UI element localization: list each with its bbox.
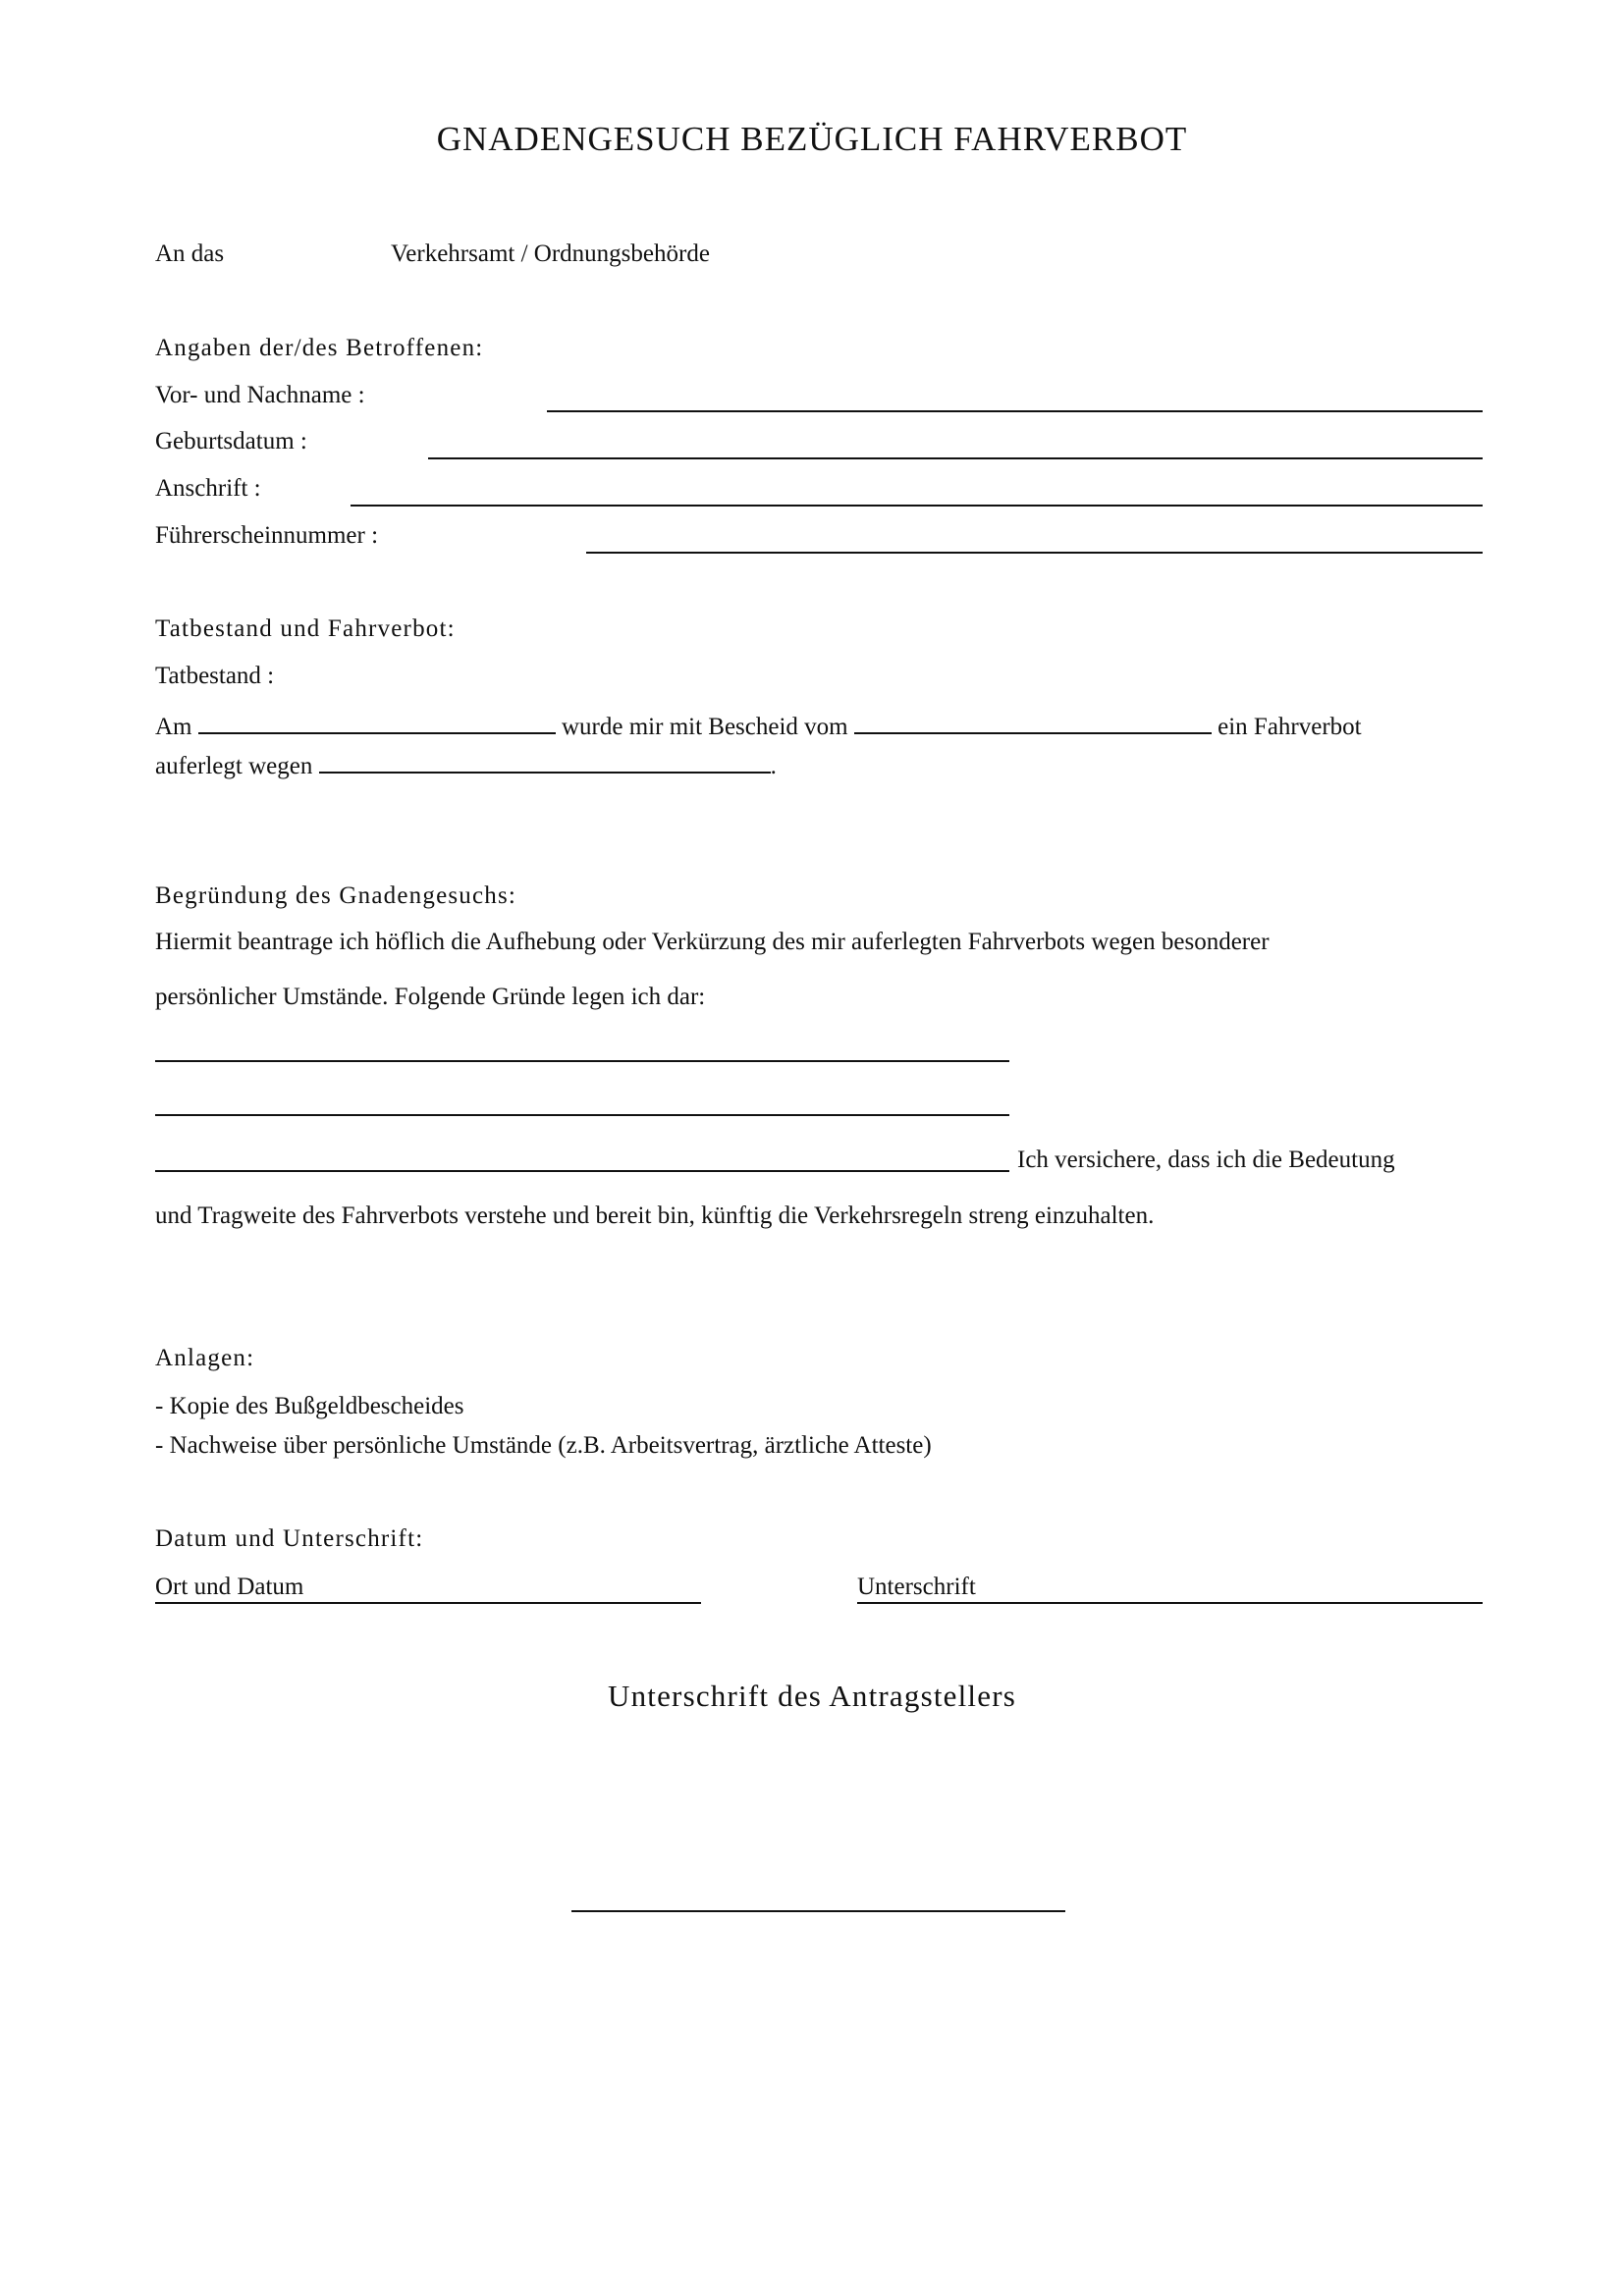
place-date-label: Ort und Datum [155,1574,304,1600]
license-label: Führerscheinnummer : [155,522,379,549]
reasoning-heading: Begründung des Gnadengesuchs: [155,882,517,909]
recipient-label: An das [155,240,225,267]
offense-line-2 [155,748,777,781]
reason-line-1[interactable] [155,1060,1009,1062]
reason-blank[interactable] [319,748,771,774]
attachment-item: - Kopie des Bußgeldbescheides [155,1393,464,1419]
license-field-line[interactable] [586,552,1483,554]
birthdate-field-line[interactable] [428,457,1483,459]
address-label: Anschrift : [155,475,261,502]
offense-line-1 [155,709,1362,742]
offense-line2-prefix: auferlegt wegen [155,753,319,779]
offense-line2-suffix: . [770,753,777,779]
offense-label: Tatbestand : [155,663,275,689]
name-field-line[interactable] [547,410,1483,412]
document-title: GNADENGESUCH BEZÜGLICH FAHRVERBOT [436,120,1188,158]
place-date-line[interactable] [155,1602,701,1604]
offense-line1-suffix: ein Fahrverbot [1211,714,1362,740]
notice-date-blank[interactable] [854,709,1212,734]
offense-line1-prefix: Am [155,714,198,740]
signature-heading: Datum und Unterschrift: [155,1525,424,1552]
assurance-line-2: und Tragweite des Fahrverbots verstehe und bereit bin, künftig die Verkehrsregeln streng einzuhalten. [155,1202,1155,1229]
address-field-line[interactable] [351,505,1483,507]
signature-label: Unterschrift [857,1574,976,1600]
date-blank[interactable] [198,709,556,734]
reasoning-text-line-1: Hiermit beantrage ich höflich die Aufhebung oder Verkürzung des mir auferlegten Fahrverbots wegen besonderer [155,929,1270,955]
reason-line-2[interactable] [155,1114,1009,1116]
assurance-line-1: Ich versichere, dass ich die Bedeutung [1017,1147,1395,1173]
applicant-signature-caption: Unterschrift des Antragstellers [608,1679,1016,1713]
person-heading: Angaben der/des Betroffenen: [155,335,484,361]
reason-line-3[interactable] [155,1170,1009,1172]
attachments-heading: Anlagen: [155,1345,255,1371]
offense-line1-mid: wurde mir mit Bescheid vom [555,714,854,740]
birthdate-label: Geburtsdatum : [155,428,307,454]
offense-heading: Tatbestand und Fahrverbot: [155,615,456,642]
signature-line[interactable] [857,1602,1483,1604]
applicant-signature-line[interactable] [571,1910,1065,1912]
reasoning-text-line-2: persönlicher Umstände. Folgende Gründe legen ich dar: [155,984,706,1010]
recipient-value: Verkehrsamt / Ordnungsbehörde [391,240,710,267]
name-label: Vor- und Nachname : [155,382,365,408]
attachment-item: - Nachweise über persönliche Umstände (z.B. Arbeitsvertrag, ärztliche Atteste) [155,1432,932,1459]
